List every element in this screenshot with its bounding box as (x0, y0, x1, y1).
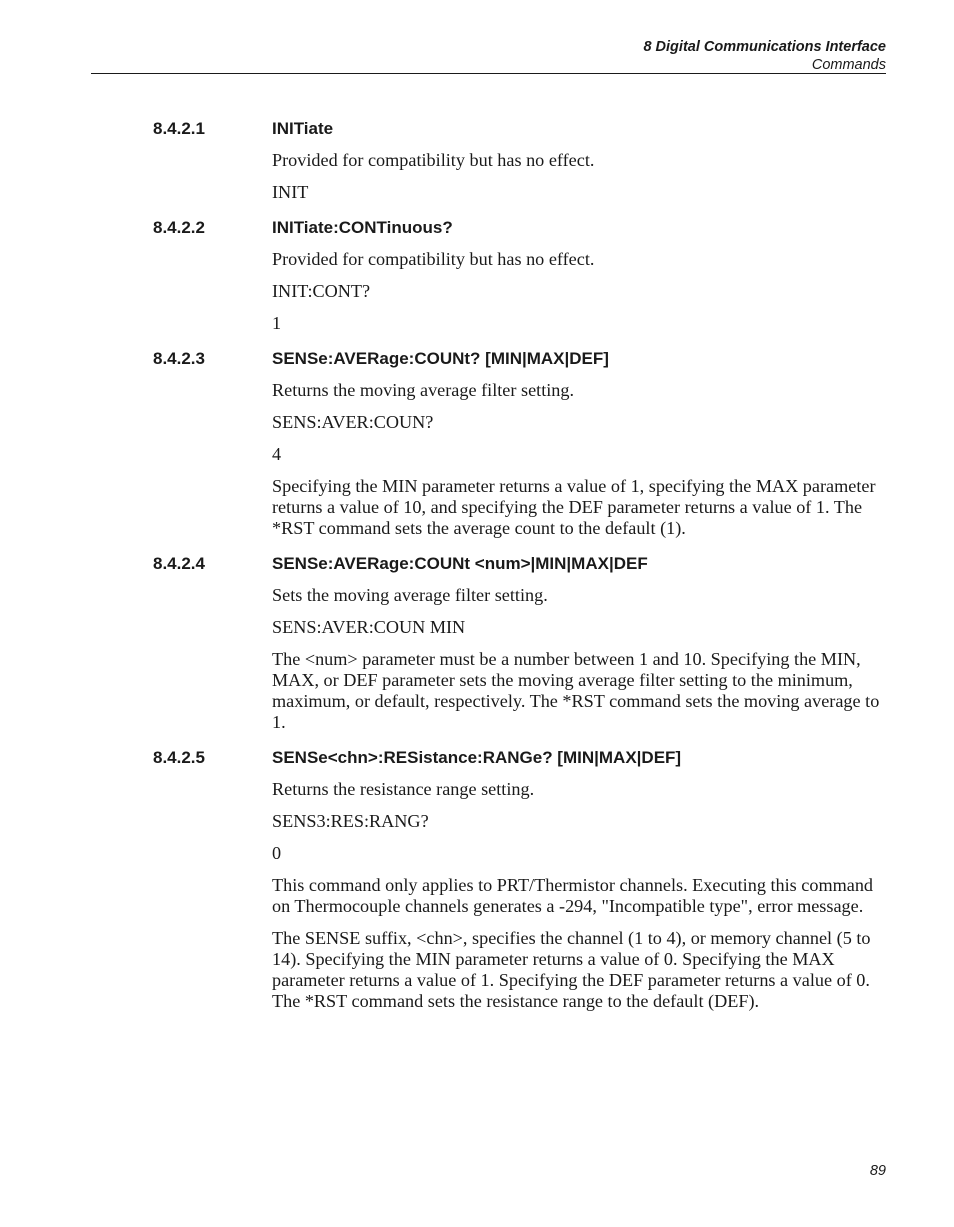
page-content (0, 118, 954, 1012)
section-heading (0, 118, 954, 140)
section-8-4-2-3 (0, 348, 954, 539)
section-number: 8.4.2.5 (153, 748, 205, 767)
description-paragraph: Returns the moving average filter setting. (272, 380, 575, 400)
command-example: SENS3:RES:RANG? (272, 811, 429, 831)
section-heading (0, 553, 954, 575)
section-title: INITiate:CONTinuous? (272, 218, 453, 237)
running-header (643, 38, 886, 74)
response-example: 0 (272, 843, 282, 863)
response-example: 4 (272, 444, 282, 464)
section-8-4-2-1 (0, 118, 954, 203)
section-heading (0, 747, 954, 769)
section-title: SENSe<chn>:RESistance:RANGe? [MIN|MAX|DEF] (272, 748, 682, 767)
description-paragraph: Provided for compatibility but has no effect. (272, 150, 595, 170)
section-number: 8.4.2.1 (153, 119, 205, 138)
notes-paragraph: Specifying the MIN parameter returns a value of 1, specifying the MAX parameter returns a value of 10, and specifying the DEF parameter returns a value of 1. The *RST command sets the average count to the default (1). (272, 476, 876, 538)
response-example: 1 (272, 313, 282, 333)
section-title: SENSe:AVERage:COUNt? [MIN|MAX|DEF] (272, 349, 609, 368)
description-paragraph: Provided for compatibility but has no effect. (272, 249, 595, 269)
chapter-title: 8 Digital Communications Interface (643, 39, 886, 55)
section-title: INITiate (272, 119, 334, 138)
notes-paragraph: The SENSE suffix, <chn>, specifies the channel (1 to 4), or memory channel (5 to 14). Specifying the MIN parameter returns a value of 0. Specifying the MAX parameter returns a value of 1. Specifying the DEF parameter returns a value of 0. The *RST command sets the resistance range to the default (DEF). (272, 928, 871, 1011)
command-example: SENS:AVER:COUN MIN (272, 617, 466, 637)
command-example: SENS:AVER:COUN? (272, 412, 434, 432)
notes-paragraph: The <num> parameter must be a number between 1 and 10. Specifying the MIN, MAX, or DEF parameter sets the moving average filter setting to the minimum, maximum, or default, respectively. The *RST command sets the moving average to 1. (272, 649, 880, 732)
command-example: INIT:CONT? (272, 281, 371, 301)
description-paragraph: Sets the moving average filter setting. (272, 585, 548, 605)
description-paragraph: Returns the resistance range setting. (272, 779, 535, 799)
section-heading (0, 348, 954, 370)
page-number: 89 (869, 1163, 886, 1179)
section-title: SENSe:AVERage:COUNt <num>|MIN|MAX|DEF (272, 554, 648, 573)
section-8-4-2-4 (0, 553, 954, 733)
notes-paragraph: This command only applies to PRT/Thermistor channels. Executing this command on Thermocouple channels generates a -294, "Incompatible type", error message. (272, 875, 874, 916)
section-8-4-2-5 (0, 747, 954, 1012)
section-number: 8.4.2.2 (153, 218, 205, 237)
section-number: 8.4.2.3 (153, 349, 205, 368)
section-number: 8.4.2.4 (153, 554, 205, 573)
section-subtitle: Commands (811, 57, 886, 73)
header-rule (91, 73, 886, 74)
section-8-4-2-2 (0, 217, 954, 334)
section-heading (0, 217, 954, 239)
command-example: INIT (272, 182, 309, 202)
